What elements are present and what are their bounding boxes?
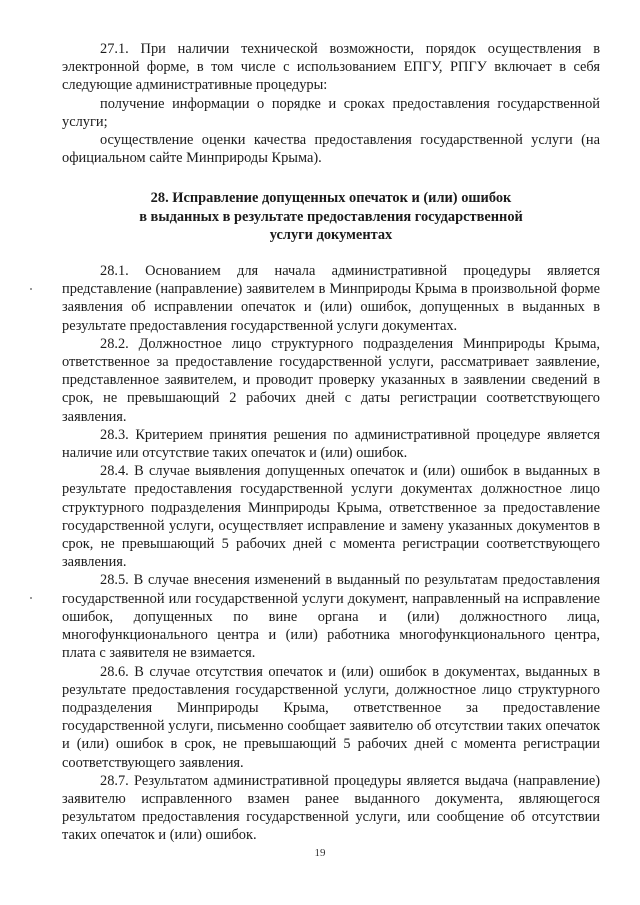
paragraph-27-1: 27.1. При наличии технической возможности, порядок осуществления в электронной форме, в том числе с использованием ЕПГУ, РПГУ включает в себя следующие административные процедуры:	[62, 41, 600, 94]
section-28-heading	[62, 189, 600, 244]
paragraph-28-5: 28.5. В случае внесения изменений в выданный по результатам предоставления государственной или государственной услуги документ, направленный на исправление ошибок, допущенных по вине органа и (или) должностного лица, многофункционального центра и (или) работника многофункционального центра, плата с заявителя не взимается.	[62, 572, 600, 662]
paragraph-28-1: 28.1. Основанием для начала административной процедуры является представление (направление) заявителем в Минприроды Крыма в произвольной форме заявления об исправлении опечаток и (или) ошибок, допущенных в выданных в результате предоставления государственной услуги документах.	[62, 263, 600, 334]
paragraph-28-3: 28.3. Критерием принятия решения по административной процедуре является наличие или отсутствие таких опечаток и (или) ошибок.	[62, 426, 600, 462]
heading-line-1: 28. Исправление допущенных опечаток и (или) ошибок	[150, 190, 512, 207]
paragraph-28-7: 28.7. Результатом административной процедуры является выдача (направление) заявителю исправленного взамен ранее выданного документа, являющегося результатом предоставления государственной услуги, или сообщение об отсутствии таких опечаток и (или) ошибок.	[62, 772, 600, 844]
paragraph-28-6: 28.6. В случае отсутствия опечаток и (или) ошибок в документах, выданных в результате предоставления государственной услуги, должностное лицо структурного подразделения Минприроды Крыма, ответственное за предоставление государственной услуги, письменно сообщает заявителю об отсутствии таких опечаток и (или) ошибок в срок, не превышающий 5 рабочих дней с момента регистрации соответствующего заявления.	[62, 663, 600, 771]
heading-line-3: услуги документах	[269, 226, 393, 243]
scan-speck	[30, 288, 32, 290]
paragraph-27-1-item-2: осуществление оценки качества предоставления государственной услуги (на официальном сайте Минприроды Крыма).	[62, 132, 600, 167]
heading-line-2: в выданных в результате предоставления государственной	[139, 208, 523, 225]
paragraph-27-1-item-1: получение информации о порядке и сроках предоставления государственной услуги;	[62, 95, 600, 130]
page-number: 19	[314, 847, 326, 859]
paragraph-28-4: 28.4. В случае выявления допущенных опечаток и (или) ошибок в выданных в результате предоставления государственной услуги документах должностное лицо структурного подразделения Минприроды Крыма, ответственное за предоставление государственной услуги, осуществляет исправление и замену указанных документов в срок, не превышающий 5 рабочих дней с момента регистрации соответствующего заявления.	[62, 463, 600, 571]
document-page	[62, 40, 600, 845]
scan-speck	[30, 597, 32, 599]
paragraph-28-2: 28.2. Должностное лицо структурного подразделения Минприроды Крыма, ответственное за предоставление государственной услуги, рассматривает заявление, представленное заявителем, и проводит проверку указанных в заявлении сведений в срок, не превышающий 2 рабочих дней с даты регистрации соответствующего заявления.	[62, 335, 600, 425]
